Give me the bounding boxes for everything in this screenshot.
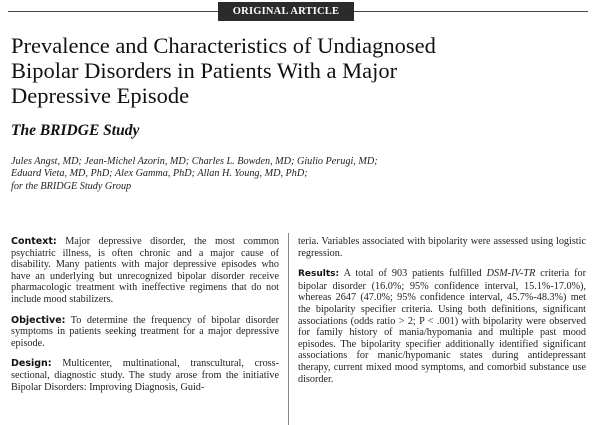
abstract-right-column	[298, 236, 586, 394]
design-text: Multicenter, multinational, transcultural, cross-sectional, diagnostic study. The study arose from the initiative Bipolar Disorders: Improving Diagnosis, Guid-	[11, 358, 279, 393]
abstract-results	[298, 268, 586, 385]
column-divider	[288, 233, 289, 425]
results-label: Results:	[298, 269, 340, 280]
objective-label: Objective:	[11, 314, 66, 326]
abstract-design-continued: teria. Variables associated with bipolarity were assessed using logistic regression.	[298, 236, 586, 259]
abstract-objective	[11, 315, 279, 350]
context-label: Context:	[11, 236, 57, 247]
title-line: Prevalence and Characteristics of Undiagnosed	[11, 33, 436, 58]
author-list	[11, 156, 481, 193]
author-line: Eduard Vieta, MD, PhD; Alex Gamma, PhD; Allan H. Young, MD, PhD;	[11, 168, 308, 180]
results-text-start: A total of 903 patients fulfilled	[343, 268, 487, 280]
article-subtitle: The BRIDGE Study	[11, 122, 140, 139]
author-line: Jules Angst, MD; Jean-Michel Azorin, MD; Charles L. Bowden, MD; Giulio Perugi, MD;	[11, 156, 378, 167]
results-text-italic: DSM-IV-TR	[486, 268, 536, 280]
author-line: for the BRIDGE Study Group	[11, 180, 132, 192]
context-text: Major depressive disorder, the most common psychiatric illness, is often chronic and a major cause of disability. Many patients with major depressive episodes who have an underlying but unrecognized bipolar disorder receive pharmacologic treatment with ineffective regimens that do not include mood stabilizers.	[11, 236, 280, 305]
article-title	[11, 33, 551, 108]
title-line: Bipolar Disorders in Patients With a Major	[11, 58, 398, 83]
abstract-left-column	[11, 236, 279, 402]
abstract-context	[11, 236, 279, 306]
design-label: Design:	[11, 358, 52, 370]
results-text-end: criteria for bipolar disorder (16.0%; 95% confidence interval, 15.1%-17.0%), whereas 2647 (47.0%; 95% confidence interval, 45.7%-48.3%) met the bipolarity specifier criteria. Using both definitions, significant associations (odds ratio > 2; P < .001) with bipolarity were observed for family history of mania/hypomania and multiple past mood episodes. The bipolarity specifier additionally identified significant associations for manic/hypomanic states during antidepressant therapy, current mixed mood symptoms, and comorbid substance use disorder.	[298, 268, 586, 385]
objective-text: To determine the frequency of bipolar disorder symptoms in patients seeking treatment for a major depressive episode.	[11, 314, 279, 349]
title-line: Depressive Episode	[11, 83, 190, 108]
abstract-design	[11, 358, 279, 393]
article-type-banner: ORIGINAL ARTICLE	[218, 2, 354, 21]
